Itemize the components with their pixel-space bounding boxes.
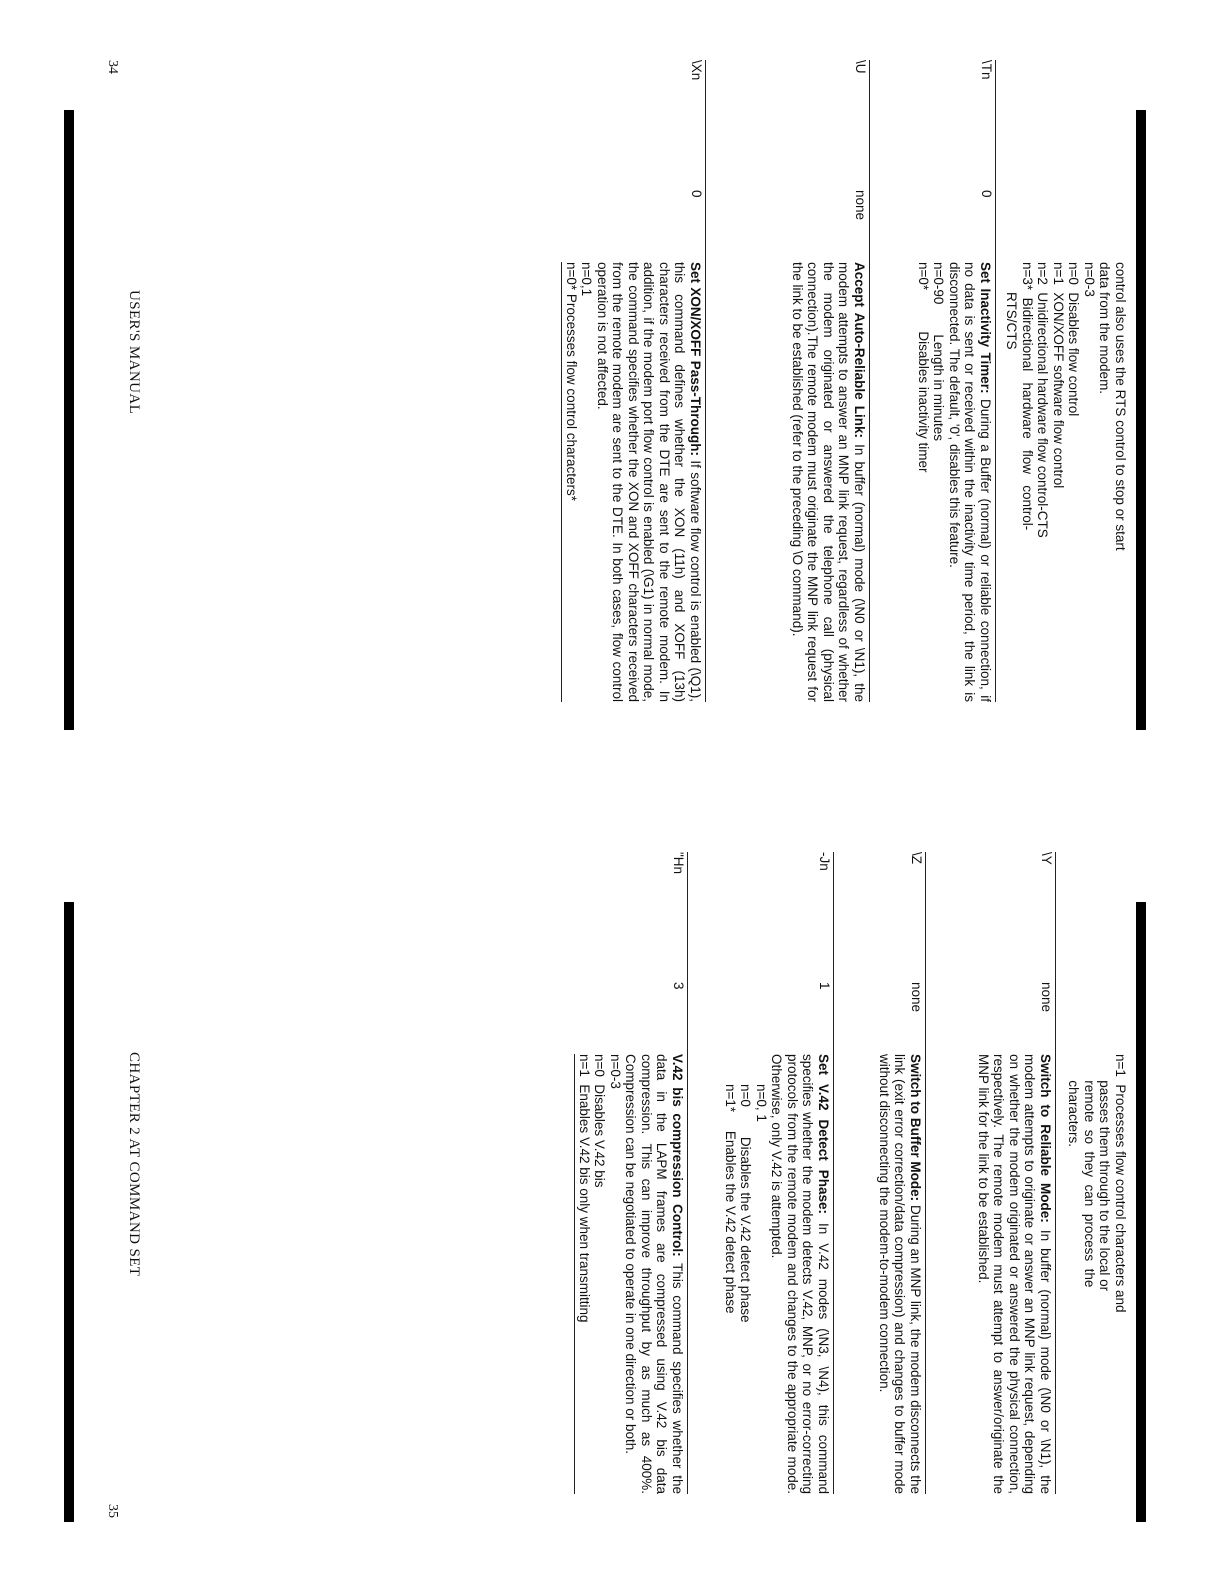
- command-name: \U: [853, 60, 868, 74]
- command-default: none: [1039, 982, 1054, 1013]
- command-default: 0: [689, 190, 704, 198]
- command-title: Switch to Reliable Mode:: [1038, 1054, 1053, 1223]
- page-number: 35: [105, 1504, 120, 1518]
- command-name: \Xn: [689, 60, 704, 81]
- command-entry-Xn: [562, 60, 707, 702]
- command-option: n=1* Enables the V.42 detect phase: [723, 1054, 738, 1314]
- command-description: In buffer (normal) mode (\N0 or \N1), the modem attempts to answer an MNP link request, regardless of whether the modem originated or answered the telephone call (physical connection).The remote modem must originate the MNP link request for the link to be established (refer to the preceding \O command).: [790, 262, 867, 702]
- command-option: n=0* Processes flow control characters*: [562, 262, 580, 702]
- top-rule: [1136, 110, 1146, 730]
- command-entry-U: [790, 60, 871, 702]
- command-name: -Jn: [817, 852, 832, 871]
- left-continuation: [1004, 262, 1128, 702]
- command-title: Set Inactivity Timer:: [978, 262, 993, 394]
- continuation-line: passes them through to the local or: [1097, 1054, 1113, 1292]
- command-option: n=0-90 Length in minutes: [931, 262, 947, 441]
- command-option: n=0 Disables the V.42 detect phase: [738, 1054, 754, 1323]
- command-description: This command specifies whether the data in the LAPM frames are compressed using V.42 bis data compression. This can improve throughput by as much as 400%. Compression can be negotiated to operate in one direction or both.: [623, 1054, 685, 1494]
- command-title: Switch to Buffer Mode:: [908, 1054, 923, 1202]
- right-page: [0, 792, 1224, 1584]
- running-head: USER'S MANUAL: [126, 290, 142, 415]
- continuation-line: n=2 Unidirectional hardware flow control-CTS: [1035, 262, 1051, 538]
- command-option: n=0,1: [579, 262, 595, 297]
- command-option: n=0* Disables inactivity timer: [916, 262, 931, 473]
- command-description: In V.42 modes (\N3, \N4), this command specifies whether the modem detects V.42, MNP, or no error-correcting protocols from the remote modem and changes to the appropriate mode. Otherwise, only V.42 is attempted.: [769, 1054, 831, 1494]
- command-description: During a Buffer (normal) or reliable connection, if no data is sent or received within the inactivity time period, the link is disconnected. The default, '0', disables this feature.: [947, 262, 993, 702]
- running-head: CHAPTER 2 AT COMMAND SET: [126, 1052, 142, 1277]
- command-title: Set V.42 Detect Phase:: [816, 1054, 831, 1215]
- continuation-line: n=0 Disables flow control: [1066, 262, 1082, 417]
- command-default: none: [853, 190, 868, 221]
- command-default: none: [909, 982, 924, 1013]
- continuation-line: data from the modem.: [1097, 262, 1113, 395]
- command-option: n=0-3: [608, 1054, 623, 1089]
- right-continuation: [1066, 1054, 1128, 1494]
- command-name: \Tn: [979, 60, 994, 80]
- command-name: "Hn: [671, 852, 686, 875]
- command-default: 1: [817, 982, 832, 990]
- continuation-line: remote so they can process the: [1082, 1054, 1097, 1288]
- command-name: \Y: [1039, 852, 1054, 865]
- continuation-line: n=3* Bidirectional hardware flow control-: [1020, 262, 1035, 531]
- command-title: Set XON/XOFF Pass-Through:: [688, 262, 703, 457]
- continuation-line: control also uses the RTS control to stop or start: [1113, 262, 1128, 551]
- command-entry-Hn: [575, 852, 689, 1494]
- continuation-line: n=1 XON/XOFF software flow control: [1051, 262, 1066, 489]
- command-description: If software flow control is enabled (\Q1), this command defines whether the XON (11h) and XOFF (13h) characters received from the DTE are sent to the remote modem. In addition, if the modem port flow control is enabled (\G1) in normal mode, the command specifies whether the XON and XOFF characters received from the remote modem are sent to the DTE. In both cases, flow control operation is not affected.: [595, 262, 703, 702]
- command-title: V.42 bis compression Control:: [670, 1054, 685, 1257]
- continuation-line: characters.: [1066, 1054, 1082, 1148]
- command-description: During an MNP link, the modem disconnects the link (exit error correction/data compression) and changes to buffer mode without disconnecting the modem-to-modem connection.: [877, 1054, 923, 1494]
- command-name: \Z: [909, 852, 924, 864]
- command-entry-Z: [877, 852, 927, 1494]
- command-option: n=0, 1: [754, 1054, 769, 1122]
- bottom-rule: [64, 110, 74, 730]
- command-default: 3: [671, 982, 686, 990]
- command-default: 0: [979, 190, 994, 198]
- command-entry-Jn: [723, 852, 835, 1494]
- command-title: Accept Auto-Reliable Link:: [852, 262, 867, 438]
- continuation-line: RTS/CTS: [1004, 262, 1020, 350]
- command-description: In buffer (normal) mode (\N0 or \N1), the modem attempts to originate or answer an MNP link request, depending on whether the modem originated or answered the physical connection, respectively. The remote modem must attempt to answer/originate the MNP link for the link to be established.: [976, 1054, 1053, 1494]
- bottom-rule: [64, 902, 74, 1522]
- top-rule: [1136, 902, 1146, 1522]
- page-number: 34: [105, 60, 120, 74]
- command-entry-Y: [976, 852, 1057, 1494]
- continuation-line: n=0-3: [1082, 262, 1097, 297]
- command-entry-Tn: [916, 60, 997, 702]
- command-option: n=1 Enables V.42 bis only when transmitting: [575, 1054, 593, 1494]
- continuation-line: n=1 Processes flow control characters and: [1113, 1054, 1128, 1313]
- command-option: n=0 Disables V.42 bis: [592, 1054, 608, 1188]
